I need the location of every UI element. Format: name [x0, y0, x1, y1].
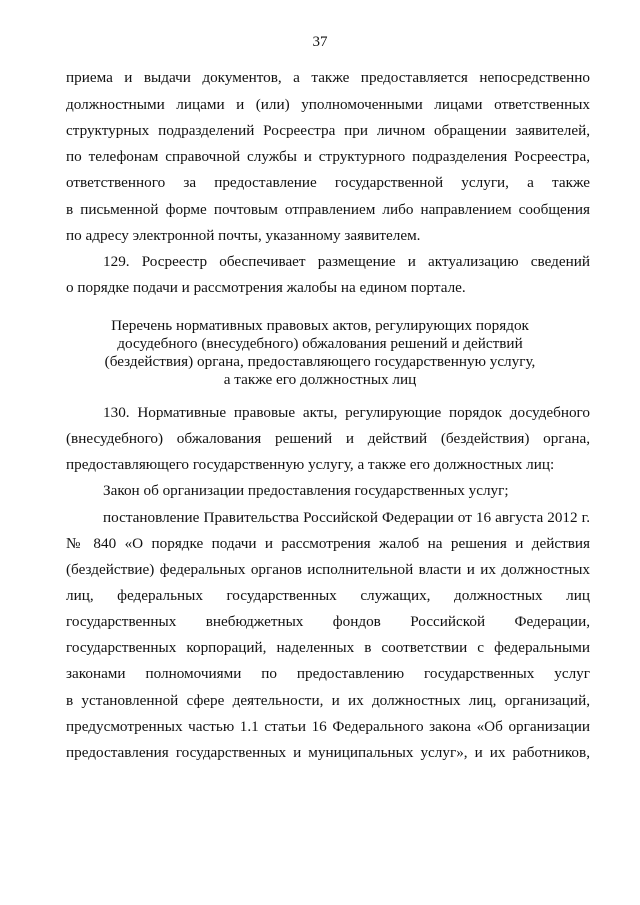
text-line: 129. Росреестр обеспечивает размещение и актуализацию сведений	[103, 253, 590, 270]
text-line: Закон об организации предоставления государственных услуг;	[103, 482, 509, 499]
text-line: приема и выдачи документов, а также предоставляется непосредственно	[66, 69, 590, 86]
text-line: предусмотренных частью 1.1 статьи 16 Федерального закона «Об организации	[66, 718, 590, 735]
section-heading-line: а также его должностных лиц	[223, 371, 417, 388]
section-heading-line: досудебного (внесудебного) обжалования решений и действий	[117, 335, 523, 352]
section-heading-line: Перечень нормативных правовых актов, регулирующих порядок	[111, 317, 529, 334]
text-line: (внесудебного) обжалования решений и действий (бездействия) органа,	[66, 430, 590, 447]
text-line: предоставления государственных и муниципальных услуг», и их работников,	[66, 744, 590, 761]
text-line: предоставляющего государственную услугу, а также его должностных лиц:	[66, 456, 555, 473]
section-heading-line: (бездействия) органа, предоставляющего государственную услугу,	[104, 353, 536, 370]
text-line: (бездействие) федеральных органов исполнительной власти и их должностных	[66, 561, 590, 578]
text-line: государственных внебюджетных фондов Российской Федерации,	[66, 613, 590, 630]
page-number: 37	[312, 34, 328, 50]
text-line: должностными лицами и (или) уполномоченными лицами ответственных	[66, 96, 590, 113]
text-line: о порядке подачи и рассмотрения жалобы на едином портале.	[66, 279, 466, 296]
text-line: государственных корпораций, наделенных в соответствии с федеральными	[66, 639, 590, 656]
text-line: постановление Правительства Российской Федерации от 16 августа 2012 г.	[103, 509, 590, 526]
text-line: ответственного за предоставление государственной услуги, а также	[66, 174, 590, 191]
text-line: законами полномочиями по предоставлению государственных услуг	[66, 665, 590, 682]
text-line: в письменной форме почтовым отправлением либо направлением сообщения	[66, 201, 590, 218]
text-line: по адресу электронной почты, указанному заявителем.	[66, 227, 421, 244]
text-line: лиц, федеральных государственных служащих, должностных лиц	[66, 587, 590, 604]
text-line: 130. Нормативные правовые акты, регулирующие порядок досудебного	[103, 404, 590, 421]
text-line: в установленной сфере деятельности, и их должностных лиц, организаций,	[66, 692, 590, 709]
text-line: № 840 «О порядке подачи и рассмотрения жалоб на решения и действия	[66, 535, 590, 552]
text-line: по телефонам справочной службы и структурного подразделения Росреестра,	[66, 148, 590, 165]
text-line: структурных подразделений Росреестра при личном обращении заявителей,	[66, 122, 590, 139]
